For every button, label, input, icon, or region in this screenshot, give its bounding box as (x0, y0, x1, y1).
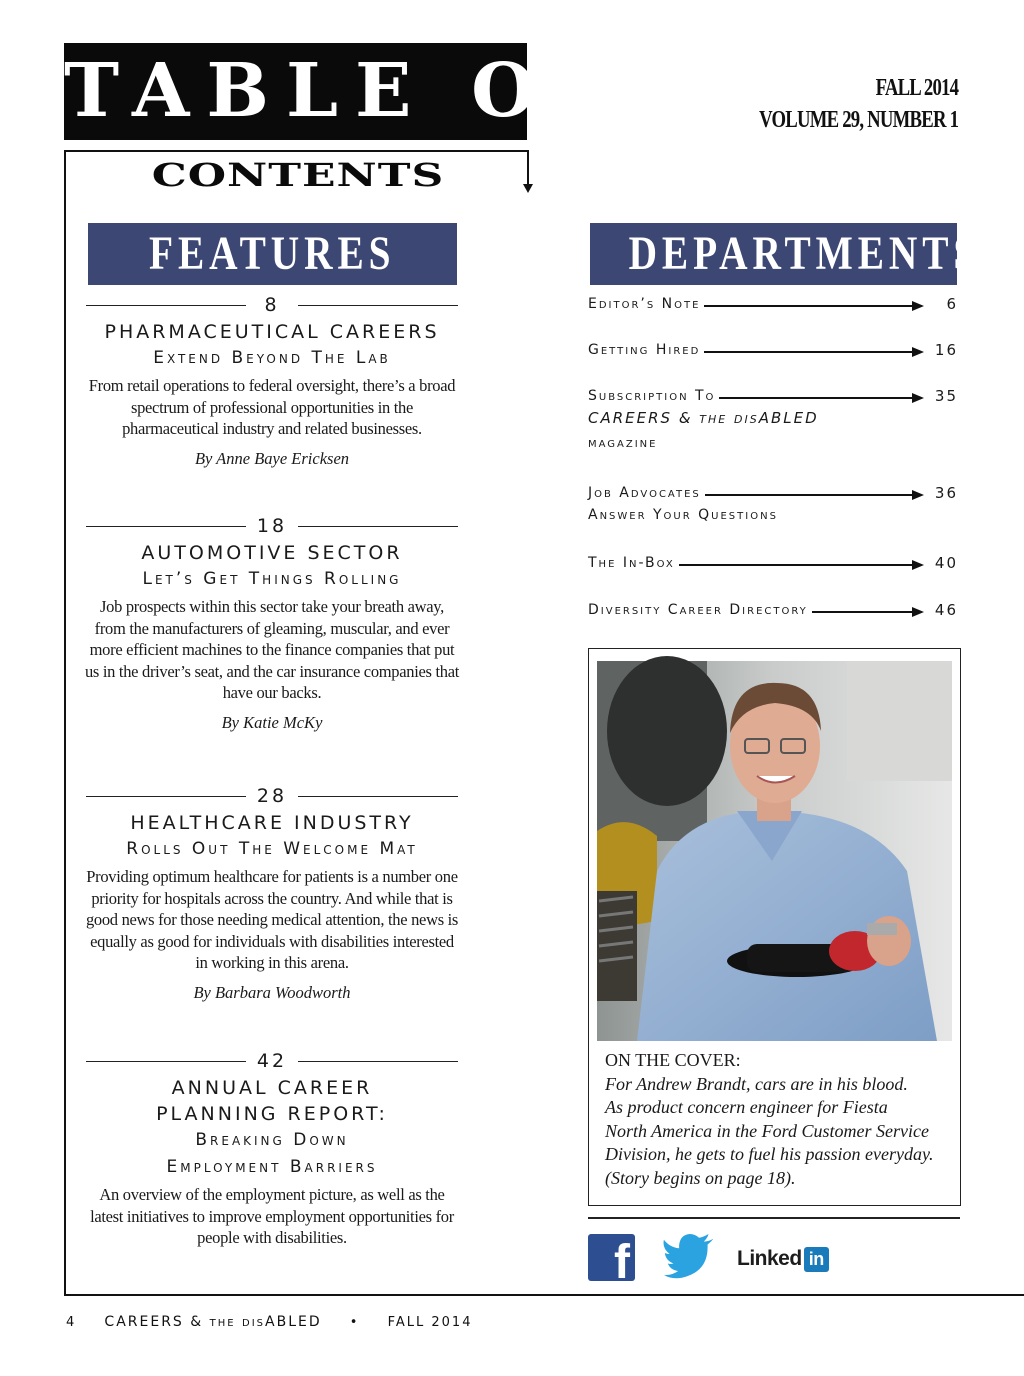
feature-title: AUTOMOTIVE SECTOR (141, 542, 403, 564)
feature-description: Job prospects within this sector take your breath away, from the manufacturers of gleaming, muscular, and ever more efficient machines to the finance companies that put us in the driver’s seat, and the car insurance companies that have our backs. (84, 597, 460, 702)
feature-description: An overview of the employment picture, as well as the latest initiatives to improve employment opportunities for people with disabilities. (90, 1185, 454, 1247)
cover-caption-line: (Story begins on page 18). (605, 1167, 796, 1188)
arrow-right-icon (705, 494, 916, 496)
cover-caption-line: North America in the Ford Customer Service (605, 1120, 929, 1141)
dept-page-number: 40 (934, 554, 958, 572)
feature-divider (84, 515, 460, 537)
feature-entry-automotive[interactable] (84, 515, 460, 733)
cover-heading: ON THE COVER: (605, 1050, 741, 1070)
feature-page-number: 28 (256, 785, 288, 807)
dept-label-line2: Answer Your Questions (588, 507, 778, 523)
feature-byline: By Katie McKy (221, 712, 323, 732)
frame-left-rule (64, 150, 66, 1296)
dept-page-number: 35 (934, 387, 958, 405)
feature-divider (84, 785, 460, 807)
feature-divider (84, 294, 460, 316)
feature-byline: By Anne Baye Ericksen (194, 448, 350, 468)
feature-subtitle: Extend Beyond The Lab (153, 348, 391, 368)
feature-title: HEALTHCARE INDUSTRY (130, 812, 414, 834)
dept-item-getting-hired[interactable] (588, 340, 958, 360)
dept-label: Job Advocates (588, 485, 701, 501)
feature-entry-healthcare[interactable] (84, 785, 460, 1003)
feature-title: PHARMACEUTICAL CAREERS (104, 321, 440, 343)
linkedin-wordmark: Linked (737, 1247, 802, 1270)
feature-subtitle-line1: Breaking Down (195, 1130, 349, 1150)
frame-bottom-rule (64, 1294, 1024, 1296)
feature-entry-career-planning[interactable] (84, 1050, 460, 1249)
dept-label: Subscription To (588, 388, 716, 404)
arrow-right-icon (704, 351, 916, 353)
dept-label-line3: magazine (588, 435, 658, 451)
feature-description: Providing optimum healthcare for patients is a number one priority for hospitals across the country. And while that is good news for those needing medical attention, the news is equally as good for individuals with disabilities interested in working in this arena. (85, 867, 459, 972)
departments-heading: DEPARTMENTS (590, 223, 957, 285)
footer-separator: • (349, 1315, 360, 1330)
feature-byline: By Barbara Woodworth (193, 982, 351, 1002)
dept-label-line2: CAREERS & the disABLED (588, 409, 819, 427)
dept-item-in-box[interactable] (588, 553, 958, 573)
cover-caption-line: For Andrew Brandt, cars are in his blood. (605, 1073, 908, 1094)
dept-item-diversity-directory[interactable] (588, 600, 958, 620)
cover-photo-illustration (597, 661, 952, 1041)
arrow-right-icon (679, 564, 916, 566)
feature-page-number: 8 (264, 294, 280, 316)
facebook-icon[interactable]: f (588, 1234, 635, 1281)
feature-subtitle-line2: Employment Barriers (166, 1157, 378, 1177)
feature-page-number: 18 (256, 515, 288, 537)
features-heading: FEATURES (88, 223, 457, 285)
feature-subtitle: Rolls Out The Welcome Mat (126, 839, 418, 859)
frame-top-rule (64, 150, 528, 152)
issue-info (759, 72, 958, 136)
dept-label: Editor’s Note (588, 296, 701, 312)
frame-arrow-line (527, 150, 529, 188)
cover-caption-line: As product concern engineer for Fiesta (605, 1097, 888, 1117)
feature-page-number: 42 (256, 1050, 288, 1072)
title-table-of: TABLE OF (64, 43, 527, 140)
cover-caption-line: Division, he gets to fuel his passion everyday. (605, 1144, 934, 1164)
social-divider (588, 1217, 960, 1219)
dept-page-number: 6 (946, 295, 958, 313)
dept-item-editors-note[interactable] (588, 294, 958, 314)
feature-entry-pharmaceutical[interactable] (84, 294, 460, 469)
issue-season: FALL 2014 (875, 75, 958, 101)
cover-caption (605, 1049, 955, 1190)
linkedin-icon[interactable] (737, 1244, 829, 1274)
dept-label: Diversity Career Directory (588, 602, 808, 618)
dept-page-number: 36 (934, 484, 958, 502)
footer-publication: CAREERS & the disABLED (104, 1314, 322, 1330)
issue-volume: VOLUME 29, NUMBER 1 (758, 107, 958, 133)
dept-item-subscription[interactable] (588, 386, 958, 456)
footer-issue: FALL 2014 (387, 1315, 473, 1330)
frame-arrow-icon (523, 184, 533, 193)
dept-item-job-advocates[interactable] (588, 483, 958, 528)
page-footer (66, 1314, 494, 1330)
feature-title-line2: PLANNING REPORT: (156, 1103, 388, 1125)
cover-story-box (588, 648, 961, 1206)
arrow-right-icon (704, 305, 916, 307)
dept-label: The In-Box (588, 555, 675, 571)
dept-label: Getting Hired (588, 342, 701, 358)
arrow-right-icon (812, 611, 916, 613)
feature-description: From retail operations to federal oversight, there’s a broad spectrum of professional opportunities in the pharmaceutical industry and related businesses. (88, 376, 456, 438)
title-contents: CONTENTS (151, 157, 445, 194)
dept-page-number: 16 (934, 341, 958, 359)
feature-subtitle: Let’s Get Things Rolling (142, 569, 402, 589)
cover-photo (597, 661, 952, 1041)
linkedin-badge: in (804, 1247, 829, 1272)
footer-page-number: 4 (66, 1315, 77, 1330)
arrow-right-icon (719, 397, 916, 399)
dept-page-number: 46 (934, 601, 958, 619)
twitter-icon[interactable] (662, 1234, 716, 1278)
feature-title-line1: ANNUAL CAREER (171, 1077, 373, 1099)
feature-divider (84, 1050, 460, 1072)
